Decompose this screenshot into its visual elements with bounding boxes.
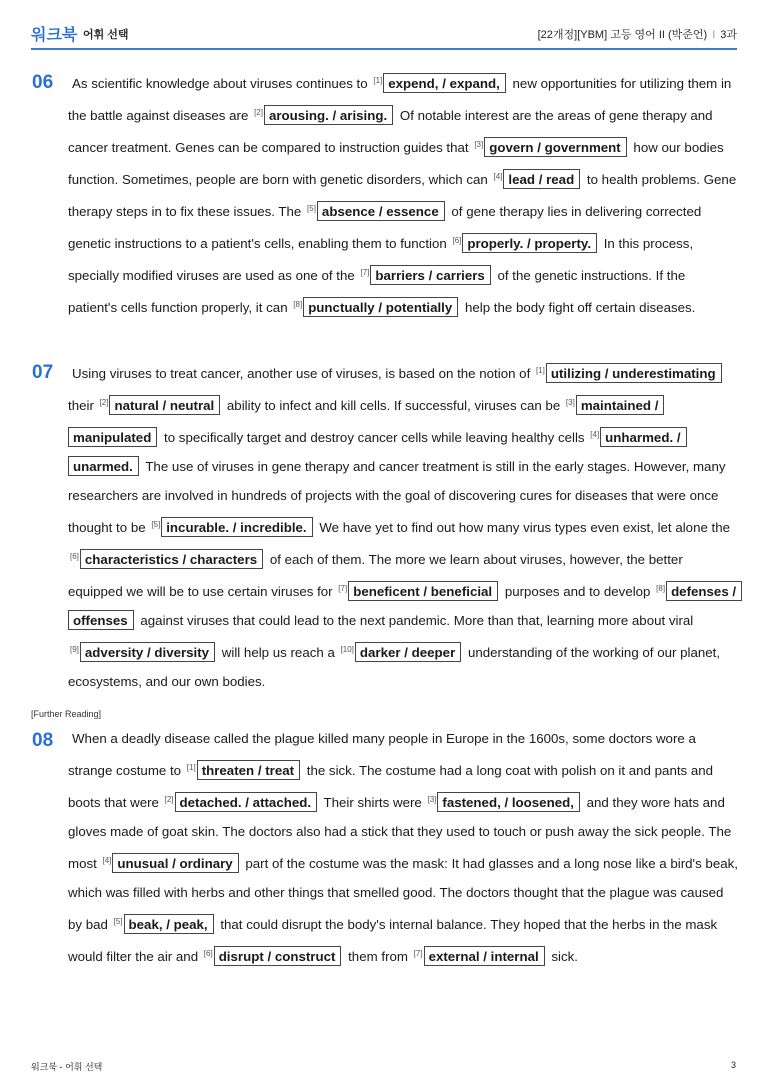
passage-text: Of notable interest are the areas of gene therapy and cancer treatment. Genes can be compared to instruction guides that: [68, 108, 713, 155]
passage-text: purposes and to develop: [501, 584, 655, 599]
word-choice-box[interactable]: expend, / expand,: [383, 73, 506, 93]
section-number: 07: [32, 362, 54, 383]
section-number: 08: [32, 730, 54, 751]
blank-number: [3]: [474, 140, 484, 149]
blank-number: [8]: [656, 584, 666, 593]
blank-number: [1]: [535, 366, 545, 375]
passage-text: When a deadly disease called the plague killed many people in Europe in the 1600s, some doctors wore a strange costume to: [68, 731, 696, 778]
blank-number: [5]: [113, 917, 123, 926]
blank-number: [4]: [590, 430, 600, 439]
passage-text: part of the costume was the mask: It had glasses and a long nose like a bird's beak, which was filled with herbs and other things that smelled good. The doctors thought that the plague was caused by bad: [68, 856, 738, 932]
blank-number: [3]: [565, 398, 575, 407]
word-choice-box[interactable]: utilizing / underestimating: [546, 363, 722, 383]
word-choice-box[interactable]: natural / neutral: [109, 395, 220, 415]
passage-text: sick.: [547, 949, 578, 964]
blank-number: [7]: [360, 268, 370, 277]
blank-number: [2]: [164, 795, 174, 804]
passage-text: As scientific knowledge about viruses continues to: [72, 76, 372, 91]
word-choice-box[interactable]: unusual / ordinary: [112, 853, 238, 873]
blank-number: [10]: [340, 645, 354, 654]
word-choice-box[interactable]: fastened, / loosened,: [437, 792, 580, 812]
page-header: [31, 22, 737, 50]
course-info: [538, 26, 737, 42]
blank-number: [5]: [151, 520, 161, 529]
passage-text: to specifically target and destroy cancer cells while leaving healthy cells: [160, 430, 589, 445]
section-number: 06: [32, 72, 54, 93]
course-title: [22개정][YBM] 고등 영어 II (박준언): [537, 29, 708, 41]
word-choice-box[interactable]: external / internal: [424, 946, 545, 966]
word-choice-box[interactable]: adversity / diversity: [80, 642, 215, 662]
blank-number: [3]: [427, 795, 437, 804]
blank-number: [8]: [293, 300, 303, 309]
blank-number: [6]: [452, 236, 462, 245]
word-choice-box[interactable]: unharmed. / unarmed.: [68, 427, 687, 476]
passage-text: help the body fight off certain diseases.: [461, 300, 696, 315]
passage-text: of each of them. The more we learn about viruses, however, the better equipped we will be to use certain viruses for: [68, 552, 683, 599]
blank-number: [1]: [373, 76, 383, 85]
word-choice-box[interactable]: maintained / manipulated: [68, 395, 664, 447]
word-choice-box[interactable]: threaten / treat: [197, 760, 300, 780]
passage-text: understanding of the working of our planet, ecosystems, and our own bodies.: [68, 645, 721, 689]
passage-text: of gene therapy lies in delivering corrected genetic instructions to a patient's cells, enabling them to function: [68, 204, 702, 251]
word-choice-box[interactable]: barriers / carriers: [370, 265, 490, 285]
blank-number: [6]: [203, 949, 213, 958]
passage-text: We have yet to find out how many virus types even exist, let alone the: [315, 520, 731, 535]
brand-subtitle: 어휘 선택: [83, 29, 129, 41]
blank-number: [4]: [102, 856, 112, 865]
passage-text: will help us reach a: [218, 645, 339, 660]
lesson-label: 3과: [720, 29, 737, 41]
passage-text: and they wore hats and gloves made of goat skin. The doctors also had a stick that they used to touch or push away the sick people. The most: [68, 795, 732, 871]
word-choice-box[interactable]: arousing. / arising.: [264, 105, 393, 125]
blank-number: [7]: [413, 949, 423, 958]
word-choice-box[interactable]: disrupt / construct: [214, 946, 342, 966]
passage-text: to health problems. Gene therapy steps in to fix these issues. The: [68, 172, 737, 219]
word-choice-box[interactable]: lead / read: [503, 169, 580, 189]
passage-text: the sick. The costume had a long coat with polish on it and pants and boots that were: [68, 763, 714, 810]
page-number: 3: [730, 1060, 736, 1070]
word-choice-box[interactable]: properly. / property.: [462, 233, 597, 253]
blank-number: [2]: [99, 398, 109, 407]
section-text: [68, 724, 738, 971]
word-choice-box[interactable]: characteristics / characters: [80, 549, 263, 569]
blank-number: [6]: [70, 552, 79, 561]
passage-text: how our bodies function. Sometimes, people are born with genetic disorders, which can: [68, 140, 724, 187]
blank-number: [5]: [307, 204, 316, 213]
brand-title: 워크북: [31, 27, 78, 44]
passage-text: that could disrupt the body's internal balance. They hoped that the herbs in the mask would filter the air and: [68, 917, 718, 964]
passage-text: against viruses that could lead to the next pandemic. More than that, learning more about viral: [136, 613, 694, 628]
footer-label: 워크북 - 어휘 선택: [31, 1062, 103, 1072]
blank-number: [2]: [254, 108, 263, 117]
word-choice-box[interactable]: incurable. / incredible.: [161, 517, 312, 537]
word-choice-box[interactable]: absence / essence: [317, 201, 445, 221]
further-reading-label: [Further Reading]: [31, 709, 102, 719]
blank-number: [4]: [493, 172, 503, 181]
passage-text: The use of viruses in gene therapy and cancer treatment is still in the early stages. However, many researchers are involved in hundreds of projects with the goal of discovering cures for diseases that were once thought to be: [68, 459, 726, 535]
word-choice-box[interactable]: defenses / offenses: [68, 581, 742, 630]
passage-text: In this process, specially modified viruses are used as one of the: [68, 236, 694, 283]
blank-number: [7]: [338, 584, 348, 593]
blank-number: [1]: [186, 763, 196, 772]
header-separator: I: [712, 29, 716, 41]
word-choice-box[interactable]: punctually / potentially: [303, 297, 458, 317]
blank-number: [9]: [70, 645, 79, 654]
passage-text: ability to infect and kill cells. If successful, viruses can be: [223, 398, 564, 413]
passage-text: of the genetic instructions. If the patient's cells function properly, it can: [68, 268, 686, 315]
word-choice-box[interactable]: darker / deeper: [355, 642, 461, 662]
passage-text: their: [68, 398, 98, 413]
section-text: [68, 66, 738, 322]
passage-text: Their shirts were: [320, 795, 426, 810]
section-text: [68, 356, 738, 696]
passage-text: them from: [344, 949, 412, 964]
passage-text: new opportunities for utilizing them in the battle against diseases are: [68, 76, 732, 123]
word-choice-box[interactable]: beak, / peak,: [124, 914, 214, 934]
passage-text: Using viruses to treat cancer, another use of viruses, is based on the notion of: [72, 366, 534, 381]
word-choice-box[interactable]: detached. / attached.: [175, 792, 318, 812]
word-choice-box[interactable]: govern / government: [484, 137, 627, 157]
word-choice-box[interactable]: beneficent / beneficial: [348, 581, 498, 601]
